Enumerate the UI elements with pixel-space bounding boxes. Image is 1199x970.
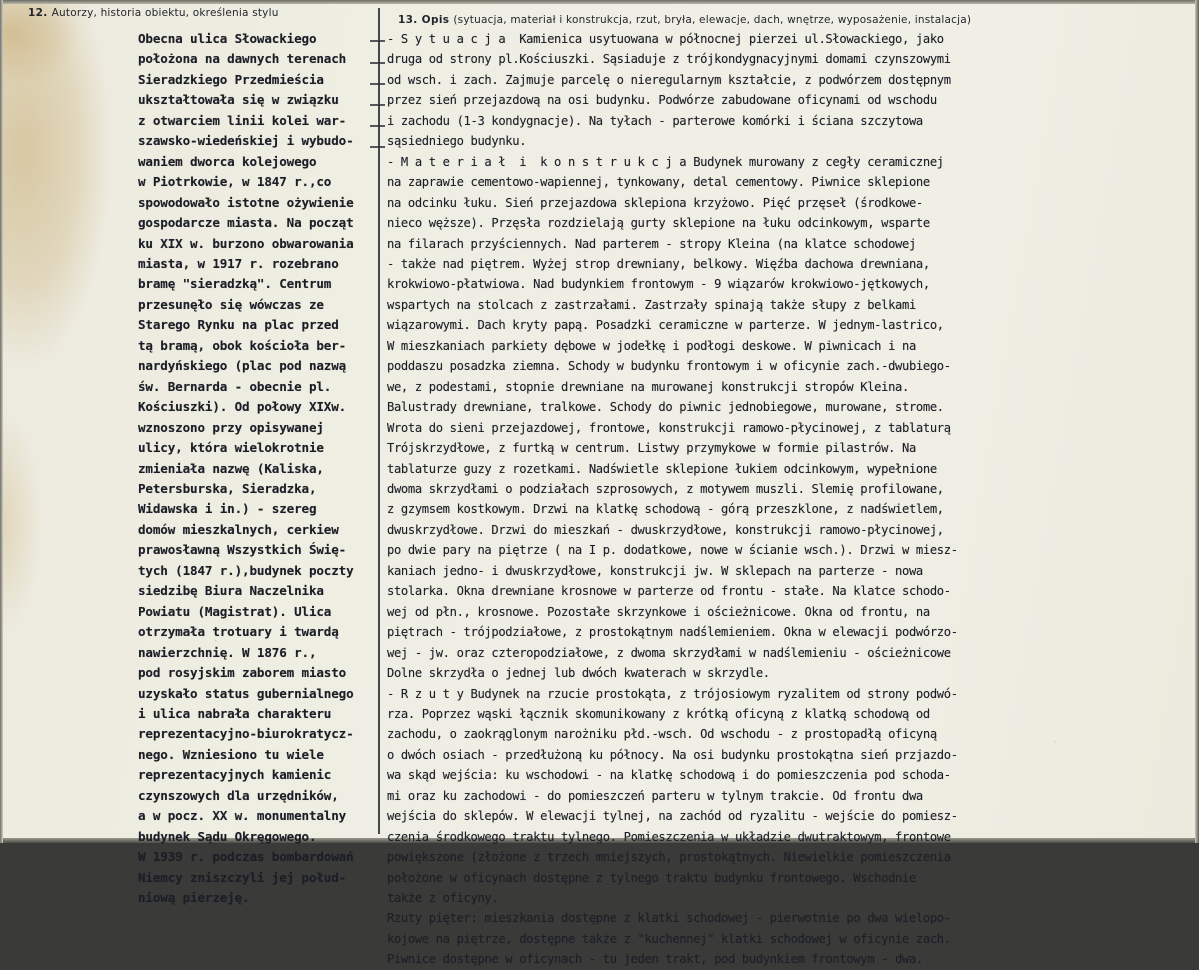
field-12-line: niową pierzeję. <box>138 890 250 906</box>
field-13-line: na filarach przyściennych. Nad parterem - stropy Kleina (na klatce schodowej <box>387 236 916 251</box>
field-12-line: Obecna ulica Słowackiego <box>138 31 317 46</box>
field-12-line: spowodowało istotne ożywienie <box>138 194 354 210</box>
page-edge-left <box>0 0 3 843</box>
field-12-line: ku XIX w. burzono obwarowania <box>138 235 354 251</box>
field-13-line: sąsiedniego budynku. <box>387 134 527 149</box>
field-13-line: po dwie pary na piętrze ( na I p. dodatkowe, nowe w ścianie wsch.). Drzwi w miesz- <box>387 543 958 558</box>
field-12-heading <box>28 7 279 19</box>
field-12-line: a w pocz. XX w. monumentalny <box>138 808 347 824</box>
field-12-line: św. Bernarda - obecnie pl. <box>138 378 332 394</box>
field-12-line: Starego Rynku na plac przed <box>138 317 339 333</box>
field-13-line: wa skąd wejścia: ku wschodowi - na klatkę schodową i do pomieszczenia pod schoda- <box>387 768 951 783</box>
field-12-line: Widawska i in.) - szereg <box>138 501 317 517</box>
field-12-line: reprezentacyjno-biurokratycz- <box>138 726 354 742</box>
field-13-line: krokwiowo-płatwiowa. Nad budynkiem frontowym - 9 wiązarów krokwiowo-jętkowych, <box>387 277 930 292</box>
field-12-line: Sieradzkiego Przedmieścia <box>138 71 324 87</box>
field-12-line: szawsko-wiedeńskiej i wybudo- <box>138 133 354 149</box>
field-12-line: ukształtowała się w związku <box>138 92 339 108</box>
field-12-line: zmieniała nazwę (Kaliska, <box>138 460 324 476</box>
field-12-line: położona na dawnych terenach <box>138 51 347 67</box>
field-13-line: zachodu, o zaokrąglonym narożniku płd.-wsch. Od wschodu - z prostopadłą oficyną <box>387 727 937 742</box>
field-13-line: W mieszkaniach parkiety dębowe w jodełkę i podłogi deskowe. W piwnicach i na <box>387 338 916 353</box>
field-13-line: - także nad piętrem. Wyżej strop drewniany, belkowy. Więźba dachowa drewniana, <box>387 256 930 271</box>
field-12-line: nego. Wzniesiono tu wiele <box>138 746 324 762</box>
field-12-line: nawierzchnię. W 1876 r., <box>138 644 317 660</box>
field-13-line: Balustrady drewniane, tralkowe. Schody do piwnic jednobiegowe, murowane, strome. <box>387 400 944 415</box>
field-12-line: waniem dworca kolejowego <box>138 153 317 169</box>
field-12-line: pod rosyjskim zaborem miasto <box>138 665 347 681</box>
field-12-line: uzyskało status gubernialnego <box>138 685 354 701</box>
field-13-line: także z oficyny. <box>387 891 499 906</box>
field-13-line: dwoma skrzydłami o podziałach szprosowych, z motywem muszli. Slemię profilowane, <box>387 481 944 496</box>
field-13-line: rza. Poprzez wąski łącznik skomunikowany z krótką oficyną z klatką schodową od <box>387 706 930 721</box>
field-13-line: Rzuty pięter: mieszkania dostępne z klatki schodowej - pierwotnie po dwa wielopo- <box>387 911 951 926</box>
field-12-line: wznoszono przy opisywanej <box>138 419 324 435</box>
field-13-label-rest: (sytuacja, materiał i konstrukcja, rzut, bryła, elewacje, dach, wnętrze, wyposażenie, instalacja) <box>453 14 972 26</box>
field-13-line: wspartych na stolcach z zastrzałami. Zastrzały spinają także słupy z belkami <box>387 297 916 312</box>
field-12-line: czynszowych dla urzędników, <box>138 787 339 803</box>
field-13-line: druga od strony pl.Kościuszki. Sąsiaduje z trójkondygnacyjnymi domami czynszowymi <box>387 52 951 67</box>
field-13-line: Piwnice dostępne w oficynach - tu jeden trakt, pod budynkiem frontowym - dwa. <box>387 952 923 967</box>
field-12-typed-text <box>138 29 388 908</box>
field-12-line: w Piotrkowie, w 1847 r.,co <box>138 174 332 190</box>
field-13-line: - M a t e r i a ł i k o n s t r u k c j a Budynek murowany z cegły ceramicznej <box>387 154 944 169</box>
field-12-line: siedzibę Biura Naczelnika <box>138 583 324 599</box>
field-13-line: powiększone (złożone z trzech mniejszych, prostokątnych. Niewielkie pomieszczenia <box>387 850 951 865</box>
field-13-line: we, z podestami, stopnie drewniane na murowanej konstrukcji stropów Kleina. <box>387 379 909 394</box>
field-13-line: wiązarowymi. Dach kryty papą. Posadzki ceramiczne w parterze. W jednym-lastrico, <box>387 318 944 333</box>
field-13-line: piętrach - trójpodziałowe, z prostokątnym nadślemieniem. Okna w elewacji podwórzo- <box>387 625 958 640</box>
field-12-line: ulicy, która wielokrotnie <box>138 440 324 456</box>
field-13-line: przez sień przejazdową na osi budynku. Podwórze zabudowane oficynami od wschodu <box>387 93 937 108</box>
field-13-number: 13. <box>398 14 418 26</box>
page-edge-top <box>0 0 1199 4</box>
field-12-line: z otwarciem linii kolei war- <box>138 112 347 128</box>
field-12-line: Petersburska, Sieradzka, <box>138 480 317 496</box>
field-12-line: reprezentacyjnych kamienic <box>138 767 332 783</box>
field-13-line: wej - jw. oraz czteropodziałowe, z dwoma skrzydłami w nadślemieniu - ościeżnicowe <box>387 645 951 660</box>
field-13-line: Dolne skrzydła o jednej lub dwóch kwaterach w skrzydle. <box>387 666 770 681</box>
field-13-line: od wsch. i zach. Zajmuje parcelę o nieregularnym kształcie, z podwórzem dostępnym <box>387 72 951 87</box>
field-12-line: Kościuszki). Od połowy XIXw. <box>138 399 347 415</box>
field-12-label: Autorzy, historia obiektu, określenia stylu <box>51 7 279 19</box>
field-13-line: Wrota do sieni przejazdowej, frontowe, konstrukcji ramowo-płycinowej, z tablaturą <box>387 420 951 435</box>
field-12-line: domów mieszkalnych, cerkiew <box>138 521 339 537</box>
field-12-line: przesunęło się wówczas ze <box>138 296 324 312</box>
field-12-line: bramę "sieradzką". Centrum <box>138 276 332 292</box>
field-12-number: 12. <box>28 7 48 19</box>
field-13-line: o dwóch osiach - przedłużoną ku północy. Na osi budynku prostokątna sień przjazdo- <box>387 747 958 762</box>
field-12-line: otrzymała trotuary i twardą <box>138 624 339 640</box>
field-13-line: na zaprawie cementowo-wapiennej, tynkowany, detal cementowy. Piwnice sklepione <box>387 175 930 190</box>
field-13-heading <box>398 14 971 26</box>
field-13-line: na odcinku łuku. Sień przejazdowa sklepiona krzyżowo. Pięć przęseł (środkowe- <box>387 195 923 210</box>
field-13-line: kaniach jedno- i dwuskrzydłowe, konstrukcji jw. W sklepach na parterze - nowa <box>387 563 923 578</box>
field-12-line: i ulica nabrała charakteru <box>138 705 332 721</box>
field-13-line: tablaturze guzy z rozetkami. Nadświetle sklepione łukiem odcinkowym, wypełnione <box>387 461 937 476</box>
field-13-line: wej od płn., krosnowe. Pozostałe skrzynkowe i ościeżnicowe. Okna od frontu, na <box>387 604 930 619</box>
field-13-label-bold: Opis <box>421 14 450 26</box>
field-13-line: - S y t u a c j a Kamienica usytuowana w północnej pierzei ul.Słowackiego, jako <box>387 32 944 46</box>
field-13-line: mi oraz ku zachodowi - do pomieszczeń parteru w tylnym trakcie. Od frontu dwa <box>387 788 923 803</box>
field-13-line: Trójskrzydłowe, z furtką w centrum. Listwy przymykowe w formie pilastrów. Na <box>387 441 916 456</box>
field-13-line: czenia środkowego traktu tylnego. Pomieszczenia w układzie dwutraktowym, frontowe <box>387 829 951 844</box>
field-13-line: - R z u t y Budynek na rzucie prostokąta, z trójosiowym ryzalitem od strony podwó- <box>387 686 958 701</box>
field-12-line: prawosławną Wszystkich Świę- <box>138 542 347 558</box>
field-13-line: kojowe na piętrze, dostępne także z "kuchennej" klatki schodowej w oficynie zach. <box>387 931 951 946</box>
field-13-line: nieco węższe). Przęsła rozdzielają gurty sklepione na łuku odcinkowym, wsparte <box>387 216 930 231</box>
field-12-line: budynek Sądu Okręgowego. <box>138 828 317 844</box>
field-12-line: tych (1847 r.),budynek poczty <box>138 562 354 578</box>
field-13-line: poddaszu posadzka ziemna. Schody w budynku frontowym i w oficynie zach.-dwubiego- <box>387 359 951 374</box>
field-13-line: położone w oficynach dostępne z tylnego traktu budynku frontowego. Wschodnie <box>387 870 916 885</box>
field-12-line: miasta, w 1917 r. rozebrano <box>138 255 339 271</box>
field-12-line: Niemcy zniszczyli jej połud- <box>138 869 347 885</box>
field-12-line: W 1939 r. podczas bombardowań <box>138 849 354 865</box>
field-12-line: nardyńskiego (plac pod nazwą <box>138 358 347 374</box>
field-13-line: wejścia do sklepów. W elewacji tylnej, na zachód od ryzalitu - wejście do pomiesz- <box>387 809 958 824</box>
field-12-line: gospodarcze miasta. Na począt <box>138 215 354 231</box>
field-13-typed-text <box>387 29 1199 970</box>
field-13-line: z gzymsem kostkowym. Drzwi na klatkę schodową - górą przeszklone, z nadświetlem, <box>387 502 944 517</box>
field-12-line: Powiatu (Magistrat). Ulica <box>138 603 332 619</box>
field-13-line: dwuskrzydłowe. Drzwi do mieszkań - dwuskrzydłowe, konstrukcji ramowo-płycinowej, <box>387 522 944 537</box>
field-13-line: i zachodu (1-3 kondygnacje). Na tyłach - parterowe komórki i ściana szczytowa <box>387 113 923 128</box>
field-12-line: tą bramą, obok kościoła ber- <box>138 337 347 353</box>
field-13-line: stolarka. Okna drewniane krosnowe w parterze od frontu - stałe. Na klatce schodo- <box>387 584 951 599</box>
